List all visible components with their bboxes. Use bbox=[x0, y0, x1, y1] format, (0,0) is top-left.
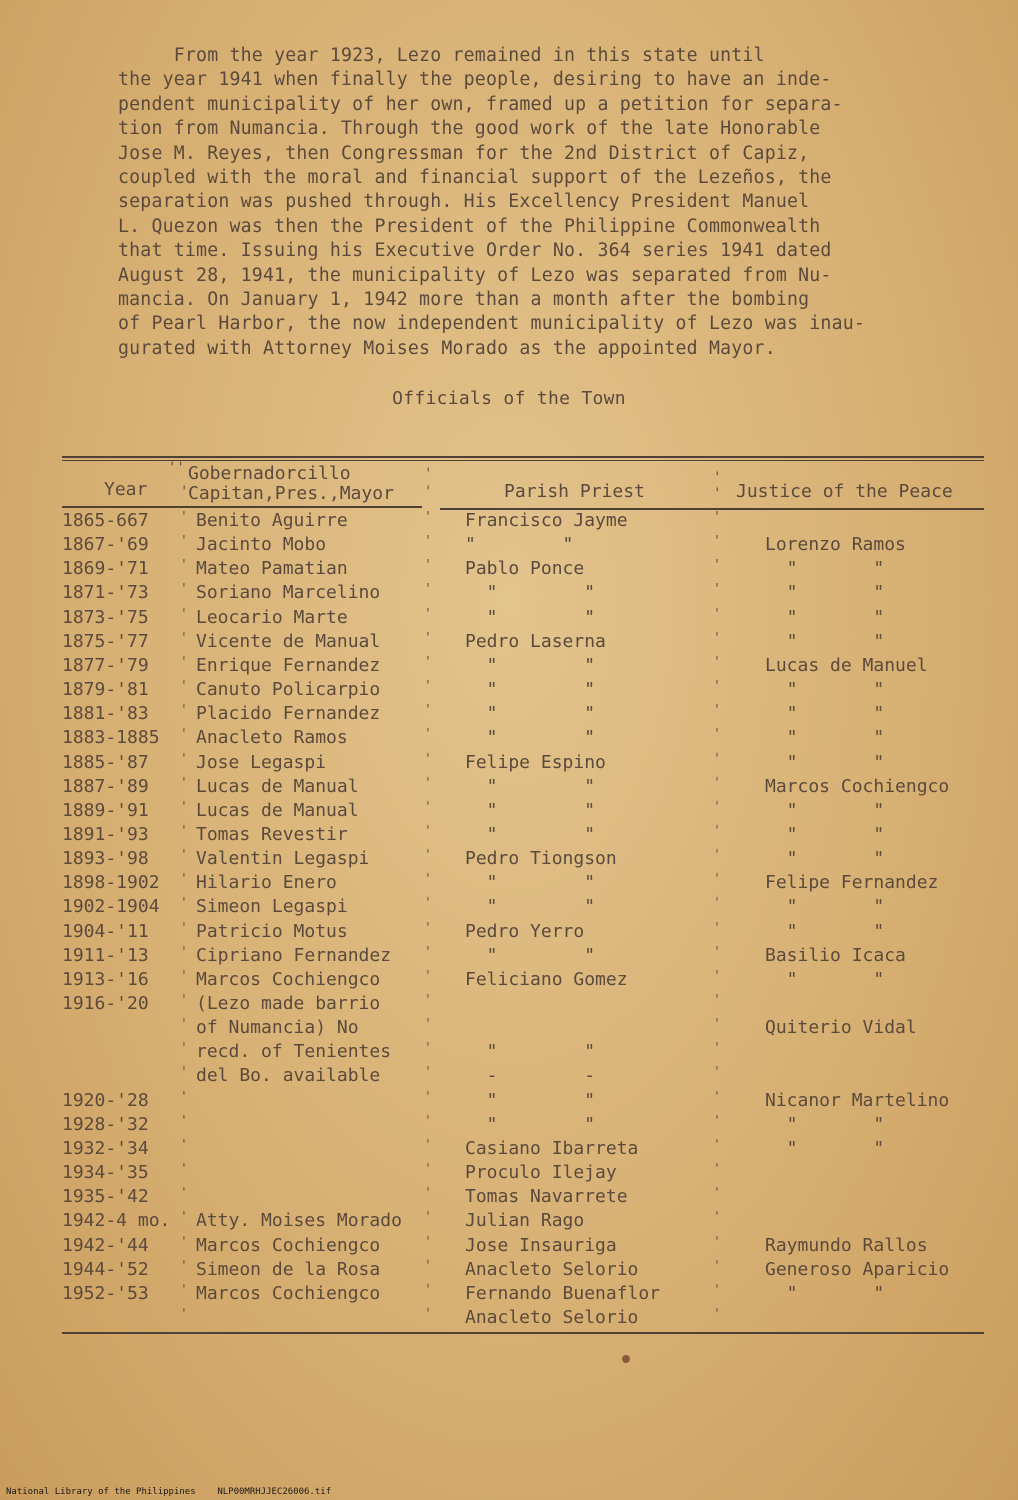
column-separator: ' bbox=[713, 1282, 721, 1298]
column-separator: ' bbox=[713, 751, 721, 767]
column-separator: ' bbox=[180, 582, 188, 598]
cell-justice: " " bbox=[765, 606, 885, 628]
cell-priest: Pedro Tiongson bbox=[465, 848, 617, 870]
cell-priest: Pedro Laserna bbox=[465, 630, 606, 652]
cell-gob: Jacinto Mobo bbox=[196, 534, 327, 556]
column-separator: ' bbox=[713, 968, 721, 984]
paragraph-line: the year 1941 when finally the people, desiring to have an inde- bbox=[118, 69, 832, 91]
column-separator: ' bbox=[180, 1137, 188, 1153]
table-row bbox=[0, 1017, 1018, 1041]
table-row bbox=[0, 631, 1018, 655]
cell-gob: (Lezo made barrio bbox=[196, 993, 381, 1014]
table-row bbox=[0, 558, 1018, 582]
column-separator: ' bbox=[424, 1113, 432, 1129]
cell-priest: Proculo Ilejay bbox=[465, 1162, 617, 1184]
table-title: Officials of the Town bbox=[392, 388, 626, 409]
cell-priest: " " bbox=[465, 775, 596, 797]
column-separator: ' bbox=[180, 1017, 188, 1033]
column-separator: ' bbox=[424, 1089, 432, 1105]
cell-gob: Canuto Policarpio bbox=[196, 679, 381, 701]
cell-priest: " " bbox=[465, 1089, 596, 1111]
cell-year: 1916-'20 bbox=[62, 993, 149, 1014]
column-separator: ' bbox=[713, 1186, 721, 1202]
column-separator: ' bbox=[713, 558, 721, 574]
column-separator: ' bbox=[180, 679, 188, 695]
column-separator: ' bbox=[424, 703, 432, 719]
cell-priest: Fernando Buenaflor bbox=[465, 1282, 661, 1304]
cell-gob: del Bo. available bbox=[196, 1065, 381, 1087]
table-row bbox=[0, 703, 1018, 727]
column-separator: ' bbox=[713, 1065, 721, 1081]
table-row bbox=[0, 776, 1018, 800]
column-separator: ' bbox=[180, 510, 188, 525]
cell-year: 1873-'75 bbox=[62, 606, 149, 628]
cell-priest: Feliciano Gomez bbox=[465, 968, 628, 990]
column-separator: ' bbox=[424, 968, 432, 984]
paragraph-line: coupled with the moral and financial support of the Lezeños, the bbox=[118, 166, 832, 188]
cell-priest: " " bbox=[465, 799, 596, 821]
paragraph-line: L. Quezon was then the President of the Philippine Commonwealth bbox=[118, 215, 821, 237]
table-row bbox=[0, 582, 1018, 606]
column-separator: ' bbox=[713, 799, 721, 815]
header-gobernadorcillo: Gobernadorcillo bbox=[188, 463, 351, 484]
header-separator: ' bbox=[713, 486, 722, 502]
column-separator: ' bbox=[424, 872, 432, 888]
cell-gob: Soriano Marcelino bbox=[196, 582, 381, 604]
column-separator: ' bbox=[424, 679, 432, 695]
cell-priest: " " bbox=[465, 896, 596, 918]
cell-year: 1911-'13 bbox=[62, 944, 149, 966]
cell-gob: Anacleto Ramos bbox=[196, 727, 348, 749]
cell-priest: " " bbox=[465, 679, 596, 701]
column-separator: ' bbox=[713, 1041, 721, 1057]
cell-justice: " " bbox=[765, 727, 885, 749]
cell-gob: Leocario Marte bbox=[196, 606, 348, 628]
cell-year: 1879-'81 bbox=[62, 679, 149, 701]
cell-gob: Marcos Cochiengco bbox=[196, 1234, 381, 1256]
column-separator: ' bbox=[180, 1065, 188, 1081]
column-separator: ' bbox=[180, 1113, 188, 1129]
column-separator: ' bbox=[180, 823, 188, 839]
paragraph-line: Jose M. Reyes, then Congressman for the 2nd District of Capiz, bbox=[118, 142, 810, 164]
column-separator: ' bbox=[713, 1137, 721, 1153]
header-separator: ' bbox=[180, 484, 189, 500]
cell-justice: " " bbox=[765, 920, 885, 942]
table-row bbox=[0, 727, 1018, 751]
cell-gob: Lucas de Manual bbox=[196, 799, 359, 821]
table-row bbox=[0, 752, 1018, 776]
cell-justice: Felipe Fernandez bbox=[765, 872, 939, 894]
column-separator: ' bbox=[424, 582, 432, 598]
column-separator: ' bbox=[424, 944, 432, 960]
column-separator: ' bbox=[424, 534, 432, 550]
cell-year: 1889-'91 bbox=[62, 799, 149, 821]
header-year: Year bbox=[104, 479, 148, 500]
cell-gob: Marcos Cochiengco bbox=[196, 1282, 381, 1304]
column-separator: ' bbox=[424, 896, 432, 912]
cell-year: 1920-'28 bbox=[62, 1089, 149, 1111]
cell-year: 1893-'98 bbox=[62, 848, 149, 870]
column-separator: ' bbox=[713, 823, 721, 839]
column-separator: ' bbox=[713, 896, 721, 912]
column-separator: ' bbox=[180, 968, 188, 984]
column-separator: ' bbox=[424, 1186, 432, 1202]
cell-priest: " " bbox=[465, 1041, 596, 1063]
cell-year: 1887-'89 bbox=[62, 775, 149, 797]
cell-priest: Pablo Ponce bbox=[465, 558, 585, 580]
cell-gob: Patricio Motus bbox=[196, 920, 348, 942]
cell-priest: Anacleto Selorio bbox=[465, 1306, 639, 1328]
table-row bbox=[0, 1041, 1018, 1065]
cell-priest: Pedro Yerro bbox=[465, 920, 585, 942]
cell-justice: Quiterio Vidal bbox=[765, 1017, 917, 1039]
cell-year: 1913-'16 bbox=[62, 968, 149, 990]
cell-gob: Simeon de la Rosa bbox=[196, 1258, 381, 1280]
column-separator: ' bbox=[424, 1041, 432, 1057]
cell-gob: Simeon Legaspi bbox=[196, 896, 348, 918]
cell-year: 1952-'53 bbox=[62, 1282, 149, 1304]
column-separator: ' bbox=[713, 1113, 721, 1129]
cell-gob: Atty. Moises Morado bbox=[196, 1210, 402, 1232]
column-separator: ' bbox=[180, 703, 188, 719]
table-top-rule bbox=[62, 456, 984, 458]
table-row bbox=[0, 1307, 1018, 1331]
table-row bbox=[0, 1162, 1018, 1186]
header-separator: ' bbox=[424, 466, 433, 482]
cell-priest: " " bbox=[465, 872, 596, 894]
table-row bbox=[0, 896, 1018, 920]
cell-priest: " " bbox=[465, 944, 596, 966]
column-separator: ' bbox=[424, 1282, 432, 1298]
cell-justice: Basilio Icaca bbox=[765, 944, 906, 966]
cell-year: 1902-1904 bbox=[62, 896, 160, 918]
table-row bbox=[0, 510, 1018, 534]
paragraph-line: separation was pushed through. His Excellency President Manuel bbox=[118, 191, 810, 213]
cell-justice: Raymundo Rallos bbox=[765, 1234, 928, 1256]
column-separator: ' bbox=[180, 1282, 188, 1298]
column-separator: ' bbox=[424, 606, 432, 622]
cell-priest: - - bbox=[465, 1065, 596, 1087]
column-separator: ' bbox=[713, 920, 721, 936]
cell-gob: recd. of Tenientes bbox=[196, 1041, 392, 1063]
table-row bbox=[0, 1235, 1018, 1259]
column-separator: ' bbox=[713, 1162, 721, 1178]
cell-priest: Jose Insauriga bbox=[465, 1234, 617, 1256]
column-separator: ' bbox=[180, 630, 188, 646]
cell-gob: Cipriano Fernandez bbox=[196, 944, 392, 966]
column-separator: ' bbox=[713, 1258, 721, 1274]
table-row bbox=[0, 969, 1018, 993]
paragraph-line: tion from Numancia. Through the good work of the late Honorable bbox=[118, 118, 821, 140]
cell-year: 1944-'52 bbox=[62, 1258, 149, 1280]
cell-justice: " " bbox=[765, 799, 885, 821]
cell-justice: " " bbox=[765, 630, 885, 652]
column-separator: ' bbox=[713, 606, 721, 622]
cell-justice: " " bbox=[765, 823, 885, 845]
cell-priest: " " bbox=[465, 823, 596, 845]
table-row bbox=[0, 1259, 1018, 1283]
cell-year: 1891-'93 bbox=[62, 823, 149, 845]
cell-justice: Nicanor Martelino bbox=[765, 1089, 950, 1111]
column-separator: ' bbox=[713, 1234, 721, 1250]
cell-year: 1942-'44 bbox=[62, 1234, 149, 1256]
column-separator: ' bbox=[713, 727, 721, 743]
cell-priest: Francisco Jayme bbox=[465, 510, 628, 531]
paragraph-line: gurated with Attorney Moises Morado as the appointed Mayor. bbox=[118, 337, 776, 359]
table-row bbox=[0, 1114, 1018, 1138]
column-separator: ' bbox=[424, 848, 432, 864]
cell-year: 1883-1885 bbox=[62, 727, 160, 749]
table-row bbox=[0, 945, 1018, 969]
table-row bbox=[0, 993, 1018, 1017]
table-row bbox=[0, 1283, 1018, 1307]
cell-priest: Anacleto Selorio bbox=[465, 1258, 639, 1280]
cell-priest: " " bbox=[465, 1113, 596, 1135]
table-row bbox=[0, 1210, 1018, 1234]
cell-year: 1869-'71 bbox=[62, 558, 149, 580]
cell-gob: Hilario Enero bbox=[196, 872, 337, 894]
cell-justice: " " bbox=[765, 1137, 885, 1159]
table-row bbox=[0, 1186, 1018, 1210]
column-separator: ' bbox=[424, 751, 432, 767]
cell-justice: " " bbox=[765, 1282, 885, 1304]
cell-year: 1935-'42 bbox=[62, 1186, 149, 1208]
column-separator: ' bbox=[180, 1306, 188, 1322]
column-separator: ' bbox=[713, 510, 721, 525]
column-separator: ' bbox=[180, 896, 188, 912]
column-separator: ' bbox=[180, 1041, 188, 1057]
header-justice: Justice of the Peace bbox=[736, 481, 953, 502]
cell-year: 1881-'83 bbox=[62, 703, 149, 725]
cell-year: 1875-'77 bbox=[62, 630, 149, 652]
cell-year: 1932-'34 bbox=[62, 1137, 149, 1159]
table-top-rule-2 bbox=[62, 460, 984, 461]
column-separator: ' bbox=[713, 944, 721, 960]
column-separator: ' bbox=[424, 1017, 432, 1033]
cell-priest: Felipe Espino bbox=[465, 751, 606, 773]
cell-gob: Placido Fernandez bbox=[196, 703, 381, 725]
cell-year: 1934-'35 bbox=[62, 1162, 149, 1184]
cell-justice: " " bbox=[765, 582, 885, 604]
column-separator: ' bbox=[180, 1089, 188, 1105]
paragraph-line: From the year 1923, Lezo remained in this state until bbox=[118, 45, 765, 66]
column-separator: ' bbox=[424, 1065, 432, 1081]
cell-year: 1885-'87 bbox=[62, 751, 149, 773]
column-separator: ' bbox=[713, 1017, 721, 1033]
cell-justice: " " bbox=[765, 968, 885, 990]
column-separator: ' bbox=[180, 799, 188, 815]
cell-year: 1904-'11 bbox=[62, 920, 149, 942]
column-separator: ' bbox=[713, 775, 721, 791]
column-separator: ' bbox=[713, 534, 721, 550]
column-separator: ' bbox=[424, 1258, 432, 1274]
column-separator: ' bbox=[713, 848, 721, 864]
paragraph-line: August 28, 1941, the municipality of Lezo was separated from Nu- bbox=[118, 264, 832, 286]
paragraph-line: mancia. On January 1, 1942 more than a month after the bombing bbox=[118, 288, 810, 310]
cell-priest: " " bbox=[465, 582, 596, 604]
table-row bbox=[0, 848, 1018, 872]
column-separator: ' bbox=[713, 703, 721, 719]
table-row bbox=[0, 1090, 1018, 1114]
column-separator: ' bbox=[180, 920, 188, 936]
column-separator: ' bbox=[424, 1162, 432, 1178]
header-parish-priest: Parish Priest bbox=[504, 481, 645, 502]
cell-year: 1877-'79 bbox=[62, 654, 149, 676]
cell-justice: " " bbox=[765, 679, 885, 701]
column-separator: ' bbox=[713, 654, 721, 670]
cell-justice: " " bbox=[765, 703, 885, 725]
cell-priest: " " bbox=[465, 654, 596, 676]
cell-justice: Generoso Aparicio bbox=[765, 1258, 950, 1280]
column-separator: ' bbox=[180, 534, 188, 550]
column-separator: ' bbox=[180, 993, 188, 1008]
cell-justice: Lorenzo Ramos bbox=[765, 534, 906, 556]
cell-gob: Vicente de Manual bbox=[196, 630, 381, 652]
cell-priest: Tomas Navarrete bbox=[465, 1186, 628, 1208]
header-separator: '' bbox=[168, 460, 185, 476]
cell-justice: " " bbox=[765, 848, 885, 870]
cell-justice: " " bbox=[765, 1113, 885, 1135]
column-separator: ' bbox=[424, 1306, 432, 1322]
cell-priest: " " bbox=[465, 703, 596, 725]
column-separator: ' bbox=[180, 606, 188, 622]
column-separator: ' bbox=[180, 727, 188, 743]
cell-gob: Valentin Legaspi bbox=[196, 848, 370, 870]
column-separator: ' bbox=[180, 751, 188, 767]
table-row bbox=[0, 1138, 1018, 1162]
column-separator: ' bbox=[180, 1234, 188, 1250]
column-separator: ' bbox=[424, 727, 432, 743]
column-separator: ' bbox=[180, 872, 188, 888]
cell-priest: " " bbox=[465, 606, 596, 628]
header-underline bbox=[62, 506, 422, 508]
table-row bbox=[0, 1065, 1018, 1089]
column-separator: ' bbox=[424, 799, 432, 815]
cell-gob: Benito Aguirre bbox=[196, 510, 348, 531]
cell-year: 1898-1902 bbox=[62, 872, 160, 894]
column-separator: ' bbox=[713, 679, 721, 695]
paragraph-line: of Pearl Harbor, the now independent municipality of Lezo was inau- bbox=[118, 313, 866, 335]
paragraph-line: pendent municipality of her own, framed up a petition for separa- bbox=[118, 93, 843, 115]
column-separator: ' bbox=[424, 775, 432, 791]
cell-gob: Enrique Fernandez bbox=[196, 654, 381, 676]
cell-gob: Mateo Pamatian bbox=[196, 558, 348, 580]
cell-priest: Julian Rago bbox=[465, 1210, 585, 1232]
column-separator: ' bbox=[180, 775, 188, 791]
column-separator: ' bbox=[713, 872, 721, 888]
cell-justice: " " bbox=[765, 558, 885, 580]
cell-priest: " " bbox=[465, 534, 574, 556]
table-row bbox=[0, 921, 1018, 945]
header-separator: ' bbox=[424, 484, 433, 500]
column-separator: ' bbox=[424, 920, 432, 936]
cell-year: 1867-'69 bbox=[62, 534, 149, 556]
cell-year: 1928-'32 bbox=[62, 1113, 149, 1135]
column-separator: ' bbox=[424, 1137, 432, 1153]
column-separator: ' bbox=[180, 1162, 188, 1178]
column-separator: ' bbox=[180, 1258, 188, 1274]
column-separator: ' bbox=[424, 558, 432, 574]
column-separator: ' bbox=[713, 582, 721, 598]
paragraph-line: that time. Issuing his Executive Order No. 364 series 1941 dated bbox=[118, 240, 832, 262]
table-row bbox=[0, 679, 1018, 703]
column-separator: ' bbox=[180, 944, 188, 960]
history-paragraph bbox=[118, 44, 918, 361]
table-row bbox=[0, 800, 1018, 824]
column-separator: ' bbox=[180, 1210, 188, 1226]
cell-year: 1865-667 bbox=[62, 510, 149, 531]
cell-priest: Casiano Ibarreta bbox=[465, 1137, 639, 1159]
ink-spot bbox=[622, 1355, 630, 1363]
cell-gob: Tomas Revestir bbox=[196, 823, 348, 845]
cell-justice: Marcos Cochiengco bbox=[765, 775, 950, 797]
cell-justice: " " bbox=[765, 896, 885, 918]
cell-justice: " " bbox=[765, 751, 885, 773]
header-separator: ' bbox=[713, 470, 722, 486]
column-separator: ' bbox=[180, 1186, 188, 1202]
column-separator: ' bbox=[424, 1234, 432, 1250]
cell-gob: Marcos Cochiengco bbox=[196, 968, 381, 990]
table-row bbox=[0, 655, 1018, 679]
table-row bbox=[0, 872, 1018, 896]
column-separator: ' bbox=[180, 558, 188, 574]
table-row bbox=[0, 824, 1018, 848]
column-separator: ' bbox=[713, 993, 721, 1008]
cell-year: 1942-4 mo. bbox=[62, 1210, 171, 1232]
column-separator: ' bbox=[180, 654, 188, 670]
column-separator: ' bbox=[424, 510, 432, 525]
table-row bbox=[0, 607, 1018, 631]
column-separator: ' bbox=[180, 848, 188, 864]
column-separator: ' bbox=[424, 654, 432, 670]
cell-year: 1871-'73 bbox=[62, 582, 149, 604]
column-separator: ' bbox=[424, 630, 432, 646]
column-separator: ' bbox=[713, 1089, 721, 1105]
column-separator: ' bbox=[424, 993, 432, 1008]
header-capitan: Capitan,Pres.,Mayor bbox=[188, 483, 394, 504]
column-separator: ' bbox=[424, 823, 432, 839]
footer-caption: National Library of the Philippines NLP00MRHJJEC26006.tif bbox=[6, 1487, 332, 1497]
column-separator: ' bbox=[424, 1210, 432, 1226]
table-bottom-rule bbox=[62, 1332, 984, 1334]
cell-priest: " " bbox=[465, 727, 596, 749]
cell-gob: of Numancia) No bbox=[196, 1017, 359, 1039]
column-separator: ' bbox=[713, 1306, 721, 1322]
cell-gob: Lucas de Manual bbox=[196, 775, 359, 797]
cell-justice: Lucas de Manuel bbox=[765, 654, 928, 676]
cell-gob: Jose Legaspi bbox=[196, 751, 327, 773]
column-separator: ' bbox=[713, 1210, 721, 1226]
column-separator: ' bbox=[713, 630, 721, 646]
table-row bbox=[0, 534, 1018, 558]
